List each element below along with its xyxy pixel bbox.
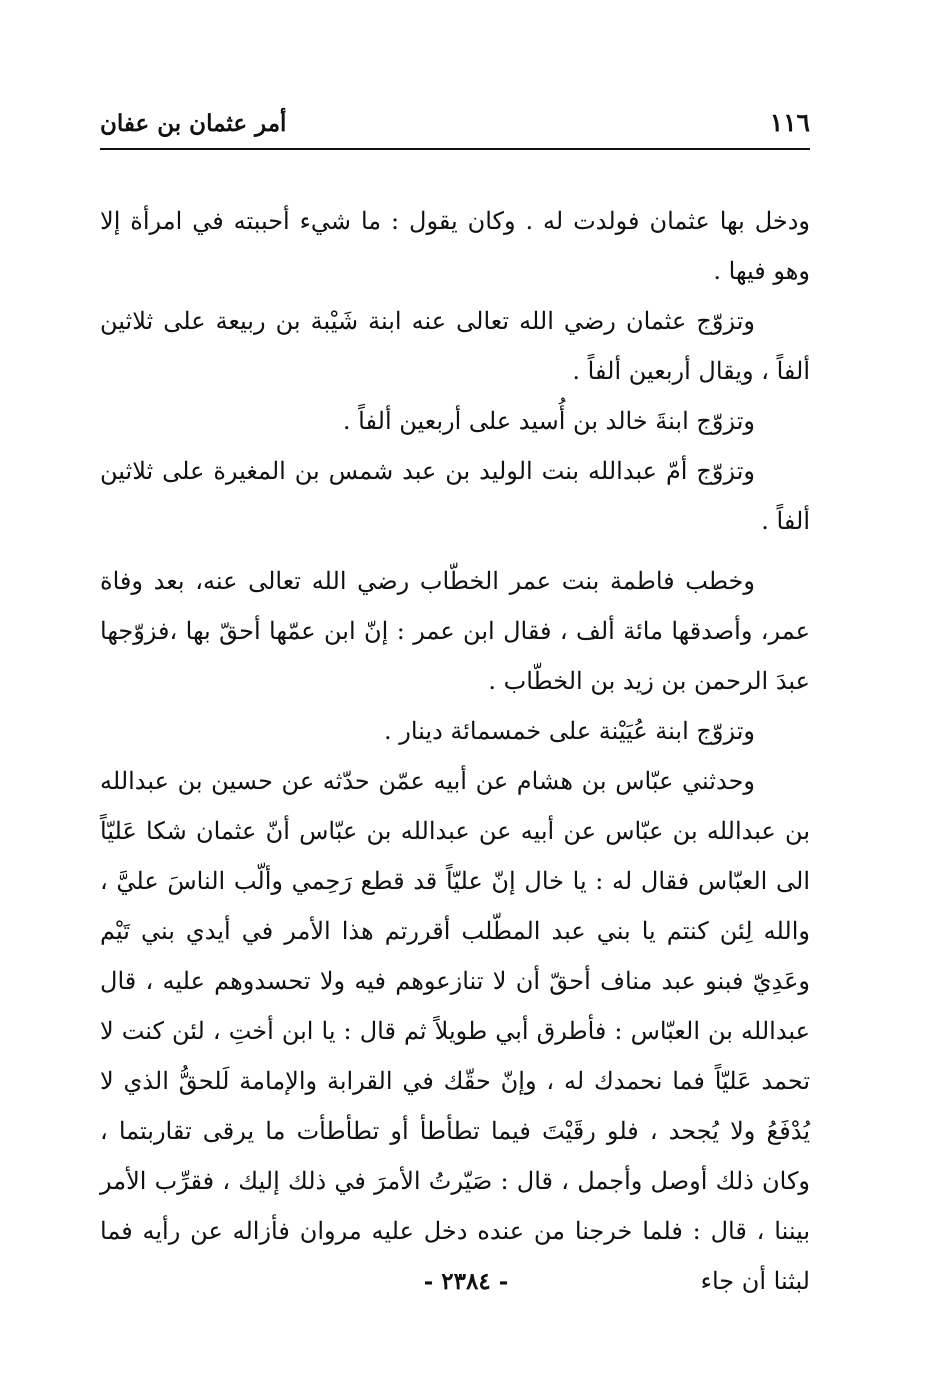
paragraph: وتزوّج عثمان رضي الله تعالى عنه ابنة شَيْبة بن ربيعة على ثلاثين ألفاً ، ويقال أربعين ألفاً .: [100, 307, 810, 385]
page-number: ١١٦: [769, 108, 810, 137]
running-title: أمر عثمان بن عفان: [100, 110, 287, 137]
paragraph: وخطب فاطمة بنت عمر الخطّاب رضي الله تعالى عنه، بعد وفاة عمر، وأصدقها مائة ألف ، فقال ابن عمر : إنّ ابن عمّها أحقّ بها ،فزوّجها عبدَ الرحمن بن زيد بن الخطّاب .: [100, 567, 810, 695]
paragraph: وحدثني عبّاس بن هشام عن أبيه عمّن حدّثه عن حسين بن عبدالله بن عبدالله بن عبّاس عن أبيه عن عبدالله بن عبّاس أنّ عثمان شكا عَليّاً الى العبّاس فقال له : يا خال إنّ عليّاً قد قطع رَحِمي وألّب الناسَ عليَّ ، والله لِئن كنتم يا بني عبد المطّلب أقررتم هذا الأمر في أيدي بني تَيْم وعَدِيّ فبنو عبد مناف أحقّ أن لا تنازعوهم فيه ولا تحسدوهم عليه ، قال عبدالله بن العبّاس : فأطرق أبي طويلاً ثم قال : يا ابن أختِ ، لئن كنت لا تحمد عَليّاً فما نحمدك له ، وإنّ حقّك في القرابة والإمامة لَلحقُّ الذي لا يُدْفَعُ ولا يُجحد ، فلو رقَيْتَ فيما تطأطأ أو تطأطأت ما يرقى تقاربتما ، وكان ذلك أوصل وأجمل ، قال : صَيّرتُ الأمرَ في ذلك إليك ، فقرِّب الأمر بيننا ، قال : فلما خرجنا من عنده دخل عليه مروان فأزاله عن رأيه فما لبثنا أن جاء: [100, 767, 810, 1295]
page-footer: [0, 1268, 932, 1295]
paragraph: وتزوّج ابنة عُيَيْنة على خمسمائة دينار .: [383, 717, 755, 745]
page-header: [100, 108, 810, 148]
paragraph: ودخل بها عثمان فولدت له . وكان يقول : ما شيء أحببته في امرأة إلا وهو فيها .: [100, 207, 810, 285]
header-divider: [100, 148, 810, 150]
folio-number: - ٢٣٨٤ -: [423, 1268, 509, 1295]
paragraph: وتزوّج ابنةَ خالد بن أُسيد على أربعين ألفاً .: [342, 407, 755, 435]
paragraph: وتزوّج أمّ عبدالله بنت الوليد بن عبد شمس بن المغيرة على ثلاثين ألفاً .: [100, 457, 810, 535]
body-text: [100, 196, 810, 1306]
